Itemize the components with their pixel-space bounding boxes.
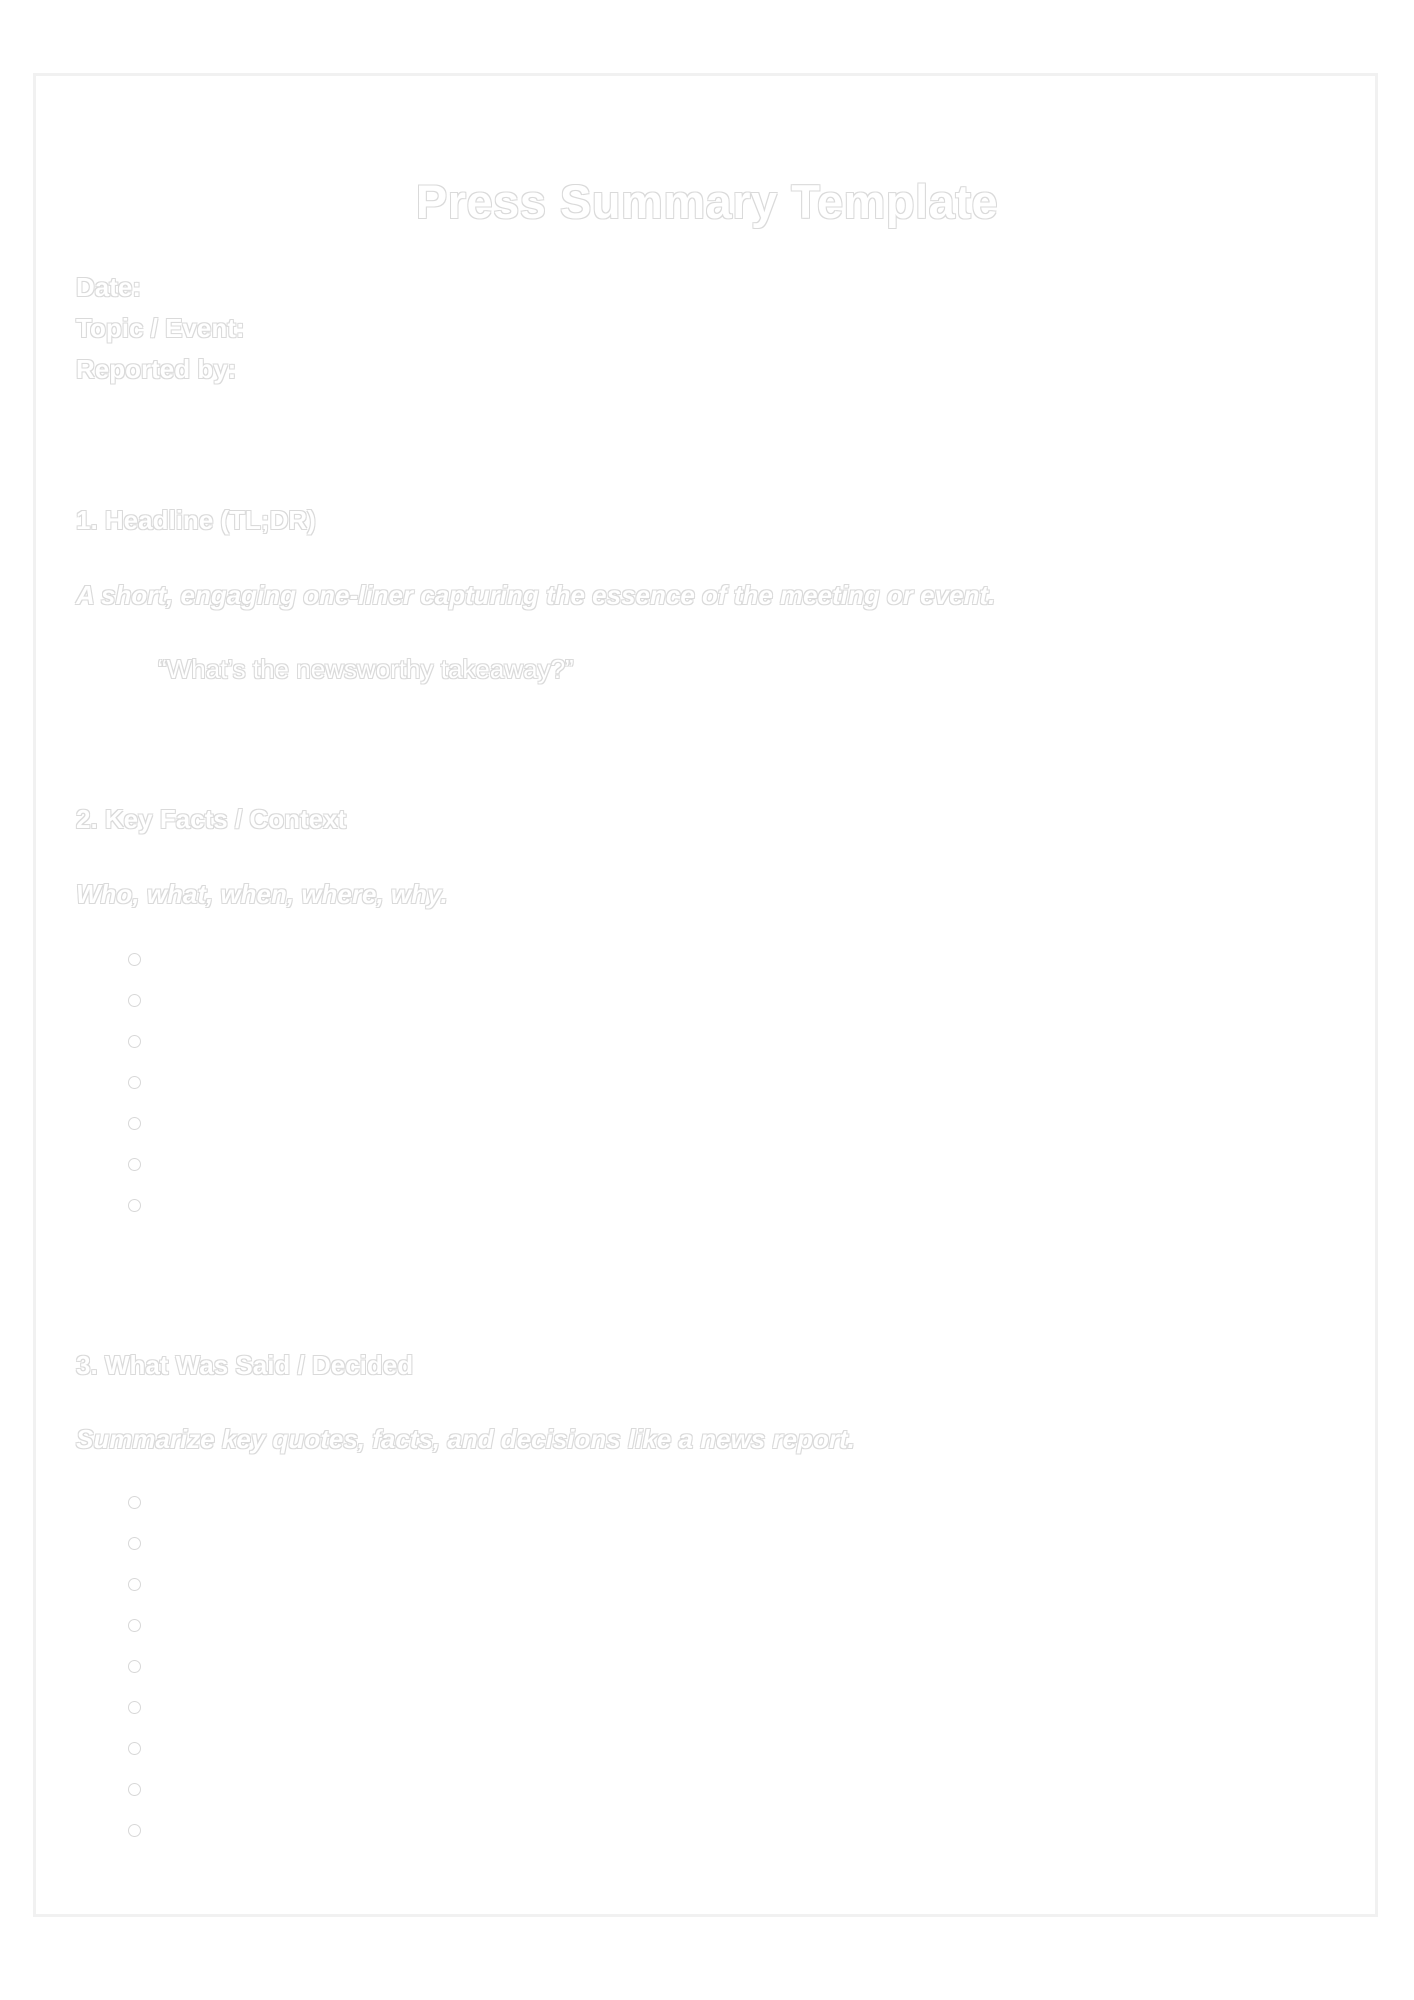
bullet-point (128, 1578, 141, 1591)
date-label: Date: (76, 272, 142, 302)
bullet-point (128, 1035, 141, 1048)
bullet-point (128, 1660, 141, 1673)
bullet-point (128, 1496, 141, 1509)
bullet-point (128, 1537, 141, 1550)
bullet-point (128, 1824, 141, 1837)
bullet-point (128, 1076, 141, 1089)
section-1-heading: 1. Headline (TL;DR) (76, 505, 316, 535)
bullet-point (128, 953, 141, 966)
bullet-point (128, 1742, 141, 1755)
section-3-heading: 3. What Was Said / Decided (76, 1350, 414, 1380)
bullet-point (128, 994, 141, 1007)
page-frame (33, 73, 1378, 1917)
bullet-point (128, 1117, 141, 1130)
section-2-heading: 2. Key Facts / Context (76, 804, 347, 834)
section-1-quote: “What’s the newsworthy takeaway?” (158, 654, 574, 684)
section-3-description: Summarize key quotes, facts, and decisions like a news report. (76, 1424, 855, 1454)
section-1-description: A short, engaging one-liner capturing the essence of the meeting or event. (76, 580, 996, 610)
section-2-description: Who, what, when, where, why. (76, 879, 448, 909)
bullet-point (128, 1783, 141, 1796)
reported-by-label: Reported by: (76, 354, 237, 384)
topic-event-label: Topic / Event: (76, 313, 245, 343)
document-title: Press Summary Template (415, 175, 999, 228)
bullet-point (128, 1619, 141, 1632)
bullet-point (128, 1158, 141, 1171)
bullet-point (128, 1199, 141, 1212)
bullet-point (128, 1701, 141, 1714)
